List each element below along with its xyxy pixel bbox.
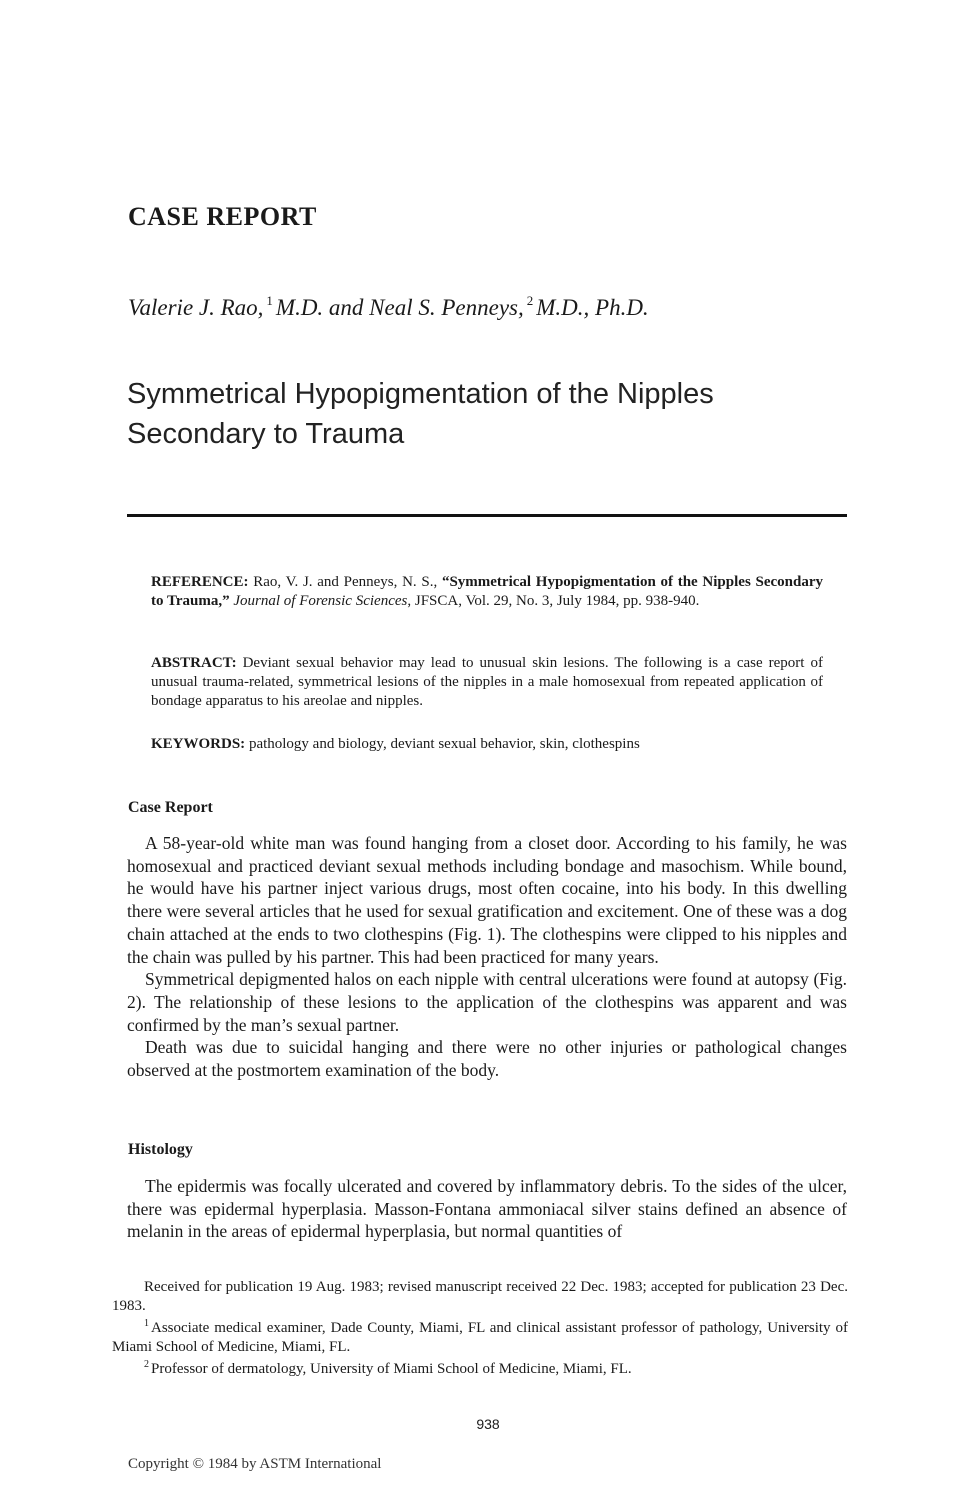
keywords-text: pathology and biology, deviant sexual behavior, skin, clothespins — [245, 736, 640, 752]
histology-paragraph: The epidermis was focally ulcerated and covered by inflammatory debris. To the sides of the ulcer, there was epidermal hyperplasia. Masson-Fontana ammoniacal silver stains defined an absence of melanin in the areas of epidermal hyperplasia, but normal quantities of — [127, 1176, 847, 1242]
footnote-1 — [112, 1315, 848, 1356]
case-report-paragraph: Death was due to suicidal hanging and there were no other injuries or pathological changes observed at the postmortem examination of the body. — [127, 1037, 847, 1081]
author-line — [128, 293, 649, 321]
title-line-1: Symmetrical Hypopigmentation of the Nipples — [127, 378, 714, 410]
reference-block — [151, 573, 823, 611]
keywords-block — [151, 735, 823, 754]
author-1-footnote-marker: 1 — [266, 293, 273, 308]
histology-body — [127, 1175, 847, 1243]
author-1-name: Valerie J. Rao, — [128, 295, 264, 320]
abstract-block — [151, 654, 823, 711]
received-footnote: Received for publication 19 Aug. 1983; revised manuscript received 22 Dec. 1983; accepted for publication 23 Dec. 1983. — [112, 1279, 848, 1314]
title-divider — [127, 514, 847, 517]
author-2-footnote-marker: 2 — [526, 293, 534, 308]
abstract-label: ABSTRACT: — [151, 655, 237, 671]
author-1-degree-and-author-2: M.D. and Neal S. Penneys, — [275, 295, 524, 320]
footnote-2-marker: 2 — [144, 1359, 149, 1370]
footnote-2 — [112, 1356, 848, 1379]
reference-citation: , JFSCA, Vol. 29, No. 3, July 1984, pp. 938-940. — [407, 593, 700, 609]
case-report-body — [127, 832, 847, 1082]
title-line-2: Secondary to Trauma — [127, 418, 405, 450]
section-label: CASE REPORT — [128, 202, 317, 231]
reference-article-title: “Symmetrical Hypopigmentation of the Nipples Secondary to Trauma,” — [151, 574, 823, 609]
case-report-paragraph: A 58-year-old white man was found hanging from a closet door. According to his family, he was homosexual and practiced deviant sexual methods including bondage and masochism. While bound, he would have his partner inject various drugs, most often cocaine, into his body. In this dwelling there were several articles that he used for sexual gratification and excitement. One of these was a dog chain attached at the ends to two clothespins (Fig. 1). The clothespins were clipped to his nipples and the chain was pulled by his partner. This had been practiced for many years. — [127, 833, 847, 967]
footnotes — [112, 1278, 848, 1379]
reference-label: REFERENCE: — [151, 574, 249, 590]
case-report-heading: Case Report — [128, 799, 213, 816]
author-2-degree: M.D., Ph.D. — [536, 295, 649, 320]
reference-journal: Journal of Forensic Sciences — [229, 593, 408, 609]
histology-heading: Histology — [128, 1141, 193, 1158]
footnote-1-text: Associate medical examiner, Dade County, Miami, FL and clinical assistant professor of pathology, University of Miami School of Medicine, Miami, FL. — [112, 1320, 848, 1355]
copyright-notice: Copyright © 1984 by ASTM International — [128, 1456, 382, 1472]
footnote-2-text: Professor of dermatology, University of Miami School of Medicine, Miami, FL. — [151, 1361, 632, 1377]
footnote-1-marker: 1 — [144, 1318, 149, 1329]
reference-authors: Rao, V. J. and Penneys, N. S., — [248, 574, 442, 590]
abstract-text: Deviant sexual behavior may lead to unusual skin lesions. The following is a case report of unusual trauma-related, symmetrical lesions of the nipples in a male homosexual from repeated application of bondage apparatus to his areolae and nipples. — [151, 655, 823, 709]
case-report-paragraph: Symmetrical depigmented halos on each nipple with central ulcerations were found at autopsy (Fig. 2). The relationship of these lesions to the application of the clothespins was apparent and was confirmed by the man’s sexual partner. — [127, 969, 847, 1035]
page-number: 938 — [476, 1416, 500, 1432]
article-title — [127, 374, 847, 454]
keywords-label: KEYWORDS: — [151, 736, 246, 752]
